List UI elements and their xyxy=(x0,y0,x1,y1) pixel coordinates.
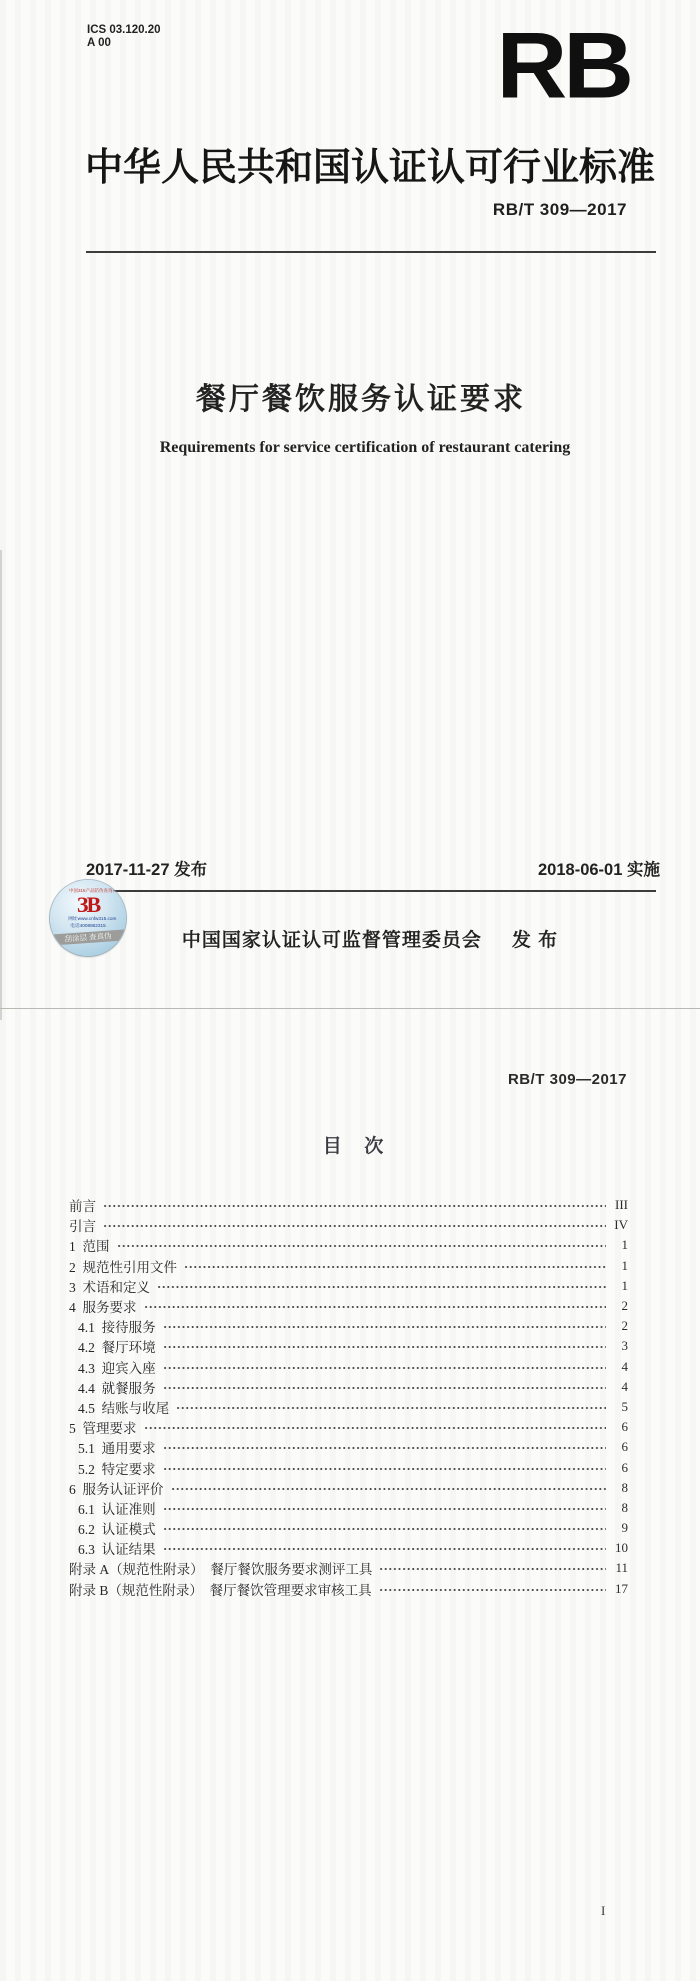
standard-number: RB/T 309—2017 xyxy=(492,200,627,219)
toc-entry xyxy=(69,1417,628,1437)
toc-entry xyxy=(69,1579,628,1599)
ics-block xyxy=(87,24,161,50)
anti-counterfeit-seal xyxy=(50,880,126,956)
toc-entry-page: 3 xyxy=(621,1338,628,1354)
implement-date: 2018-06-01 实施 xyxy=(538,861,660,879)
toc-entry-label: 2 规范性引用文件 xyxy=(69,1259,177,1275)
top-horizontal-rule xyxy=(86,251,656,253)
toc-entry-page: 5 xyxy=(621,1398,628,1414)
bottom-horizontal-rule xyxy=(86,890,656,892)
toc-entry-page: 2 xyxy=(621,1298,628,1314)
toc-entry xyxy=(69,1457,628,1477)
seal-ring-text: 中国315产品防伪查询网 xyxy=(69,887,118,893)
toc-entry-label: 1 范围 xyxy=(69,1239,110,1255)
toc-entry-page: 8 xyxy=(621,1499,628,1515)
dot-leader xyxy=(164,1524,606,1534)
toc-entry-label: 4.3 迎宾入座 xyxy=(78,1360,156,1376)
dot-leader xyxy=(145,1423,607,1433)
date-row xyxy=(86,856,660,880)
publisher-name: 中国国家认证认可监督管理委员会 xyxy=(181,930,482,951)
issue-date: 2017-11-27 发布 xyxy=(86,861,208,879)
dot-leader xyxy=(172,1484,607,1494)
publisher-row xyxy=(40,922,700,952)
page-header-standard-number: RB/T 309—2017 xyxy=(507,1071,627,1088)
toc-entry xyxy=(69,1478,628,1498)
dot-leader xyxy=(164,1544,606,1554)
ics-code: ICS 03.120.20 xyxy=(87,24,161,36)
toc-entry-label: 4.4 就餐服务 xyxy=(78,1380,156,1396)
document-title-en: Requirements for service certification of restaurant catering xyxy=(159,439,571,456)
toc-entry-label: 3 术语和定义 xyxy=(69,1279,150,1295)
rb-logo: RB xyxy=(496,11,630,118)
dot-leader xyxy=(185,1262,606,1272)
toc-entry-page: 1 xyxy=(621,1237,628,1253)
dot-leader xyxy=(158,1282,606,1292)
dot-leader xyxy=(104,1201,606,1211)
toc-entry-page: 1 xyxy=(621,1277,628,1293)
publish-label: 发 布 xyxy=(511,930,559,951)
toc-entry-label: 4.5 结账与收尾 xyxy=(78,1400,170,1416)
standard-type-heading: 中华人民共和国认证认可行业标准 xyxy=(84,147,655,189)
toc-entry xyxy=(69,1316,628,1336)
toc-entry-page: 1 xyxy=(621,1257,628,1273)
page-number: I xyxy=(601,1903,606,1918)
toc-entry-label: 4.1 接待服务 xyxy=(78,1320,156,1336)
toc-entry-page: 6 xyxy=(621,1459,628,1475)
toc-entry-label: 引言 xyxy=(69,1219,96,1235)
toc-title: 目 次 xyxy=(322,1136,388,1157)
ics-classification: A 00 xyxy=(87,37,111,49)
toc-entry-label: 5.2 特定要求 xyxy=(78,1461,156,1477)
toc-entry-label: 6 服务认证评价 xyxy=(69,1481,164,1497)
document-title-zh: 餐厅餐饮服务认证要求 xyxy=(196,383,526,416)
dot-leader xyxy=(164,1443,606,1453)
toc-entry xyxy=(69,1256,628,1276)
seal-url-text: 网址www.cnfw315.com xyxy=(68,915,117,921)
toc-entry xyxy=(69,1357,628,1377)
toc-entry-page: IV xyxy=(614,1217,628,1233)
toc-entry-label: 5 管理要求 xyxy=(69,1421,137,1437)
dot-leader xyxy=(164,1342,606,1352)
toc-entry-page: 11 xyxy=(615,1560,628,1576)
toc-entry xyxy=(69,1296,628,1316)
toc-entry xyxy=(69,1377,628,1397)
dot-leader xyxy=(380,1564,606,1574)
toc-entry-page: 2 xyxy=(621,1318,628,1334)
toc-entry-page: 4 xyxy=(621,1358,628,1374)
dot-leader xyxy=(164,1383,606,1393)
toc-entry xyxy=(69,1235,628,1255)
toc-entry xyxy=(69,1437,628,1457)
toc-entry-label: 6.3 认证结果 xyxy=(78,1542,156,1558)
toc-entry-label: 前言 xyxy=(69,1199,96,1215)
dot-leader xyxy=(380,1585,606,1595)
toc-entry xyxy=(69,1215,628,1235)
seal-band-text: 刮涂层 查真伪 xyxy=(50,929,126,946)
toc-entry xyxy=(69,1336,628,1356)
toc-entry-page: III xyxy=(615,1197,628,1213)
toc-entry-label: 附录 A（规范性附录） 餐厅餐饮服务要求测评工具 xyxy=(69,1562,373,1578)
dot-leader xyxy=(164,1363,606,1373)
toc-entry-page: 10 xyxy=(615,1540,628,1556)
toc-entry xyxy=(69,1538,628,1558)
toc-entry-page: 17 xyxy=(615,1580,628,1596)
dot-leader xyxy=(118,1241,607,1251)
toc-entry-page: 8 xyxy=(621,1479,628,1495)
seal-tel-text: 电话4008862315 xyxy=(70,922,106,928)
toc-entry xyxy=(69,1397,628,1417)
toc-entry-page: 9 xyxy=(621,1520,628,1536)
toc-entry-label: 5.1 通用要求 xyxy=(78,1441,156,1457)
dot-leader xyxy=(164,1464,606,1474)
dot-leader xyxy=(164,1322,606,1332)
toc-page xyxy=(0,1008,700,1981)
toc-entry-label: 6.1 认证准则 xyxy=(78,1501,156,1517)
toc-entry xyxy=(69,1498,628,1518)
toc-entry-label: 附录 B（规范性附录） 餐厅餐饮管理要求审核工具 xyxy=(69,1582,372,1598)
toc-entry-page: 6 xyxy=(621,1419,628,1435)
toc-list xyxy=(69,1195,628,1599)
toc-entry xyxy=(69,1518,628,1538)
dot-leader xyxy=(177,1403,606,1413)
toc-entry xyxy=(69,1276,628,1296)
toc-entry-page: 6 xyxy=(621,1439,628,1455)
toc-entry-label: 4.2 餐厅环境 xyxy=(78,1340,156,1356)
toc-entry xyxy=(69,1558,628,1578)
toc-entry-label: 6.2 认证模式 xyxy=(78,1522,156,1538)
dot-leader xyxy=(145,1302,607,1312)
dot-leader xyxy=(164,1504,606,1514)
seal-mark-icon: ЗВ xyxy=(76,892,100,917)
toc-entry-page: 4 xyxy=(621,1378,628,1394)
toc-entry xyxy=(69,1195,628,1215)
dot-leader xyxy=(104,1221,606,1231)
toc-entry-label: 4 服务要求 xyxy=(69,1300,137,1316)
